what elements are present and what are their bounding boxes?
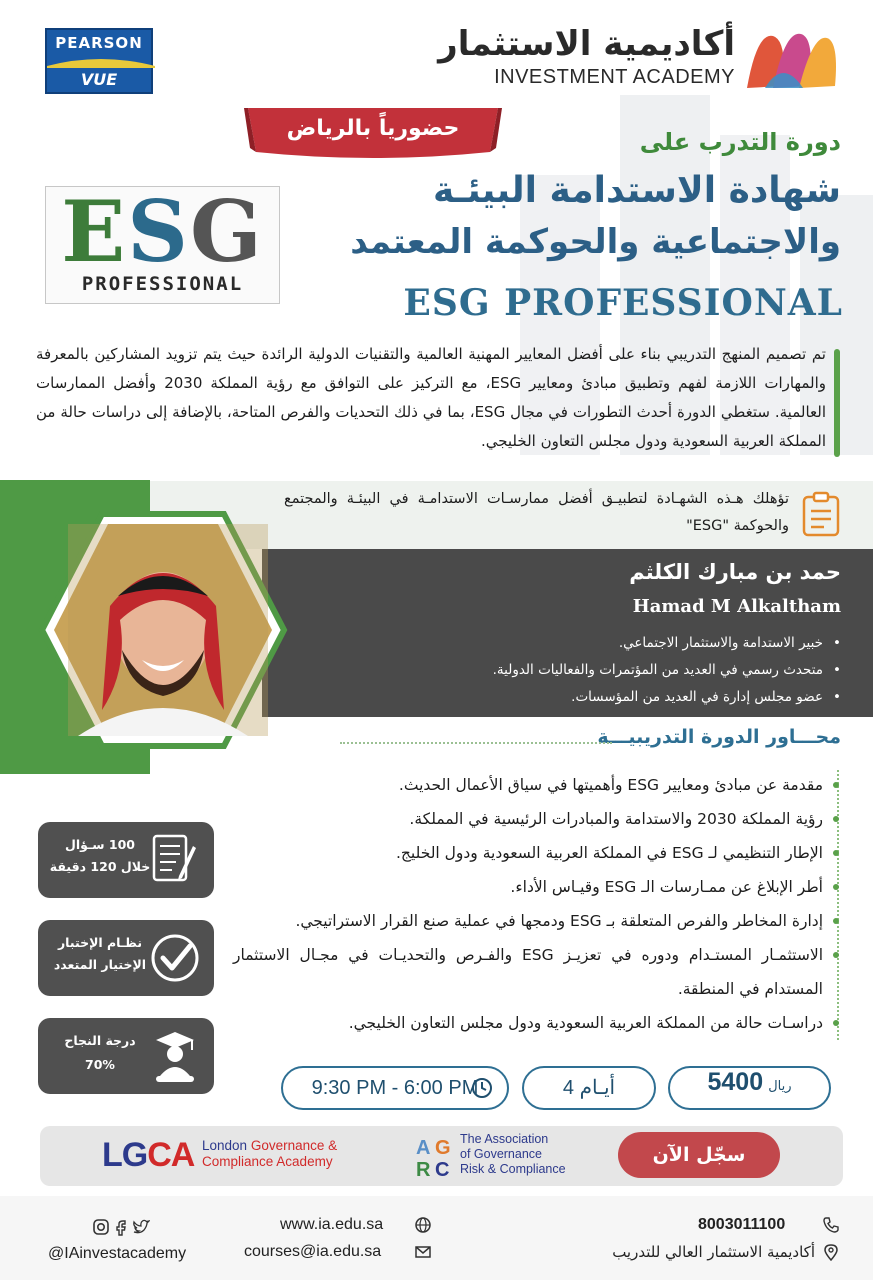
- course-prefix: دورة التدرب على: [639, 128, 841, 156]
- investment-academy-logo-icon: [743, 28, 841, 92]
- partners-bar: [40, 1126, 843, 1186]
- agrc-line: Risk & Compliance: [460, 1162, 566, 1176]
- phone-icon: [822, 1216, 840, 1234]
- trainer-name-ar: حمد بن مبارك الكلثم: [629, 560, 841, 584]
- module-item: مقدمة عن مبادئ ومعايير ESG وأهميتها في سياق الأعمال الحديث.: [233, 768, 823, 802]
- lgca-line1b: Governance &: [250, 1138, 338, 1153]
- module-item: دراسـات حالة من المملكة العربية السعودية ودول مجلس التعاون الخليجي.: [233, 1006, 823, 1040]
- trainer-point: • عضو مجلس إدارة في العديد من المؤسسات.: [493, 684, 841, 711]
- trainer-name-en: Hamad M Alkaltham: [632, 596, 841, 617]
- email-link[interactable]: courses@ia.edu.sa: [244, 1243, 382, 1260]
- esg-letter-g: G: [189, 182, 264, 281]
- lgca-line1a: London: [202, 1138, 251, 1153]
- course-title-line2: والاجتماعية والحوكمة المعتمد: [350, 222, 841, 262]
- website-link[interactable]: www.ia.edu.sa: [280, 1216, 384, 1233]
- pass-grade-value: 70%: [85, 1057, 115, 1072]
- course-title-line1: شهادة الاستدامة البيئـة: [432, 170, 841, 211]
- modules-divider: [340, 742, 612, 744]
- price-value: 5400: [707, 1068, 764, 1096]
- pearson-vue-logo: [45, 28, 153, 94]
- lgca-line2b: Academy: [276, 1154, 333, 1169]
- svg-text:R: R: [416, 1159, 431, 1178]
- trainer-points: [493, 630, 841, 711]
- agrc-line: of Governance: [460, 1147, 542, 1161]
- esg-badge: [45, 182, 280, 304]
- phone-number[interactable]: 8003011100: [698, 1216, 786, 1233]
- modules-title: محـــاور الدورة التدريبيـــة: [597, 726, 841, 748]
- vue-label: VUE: [80, 70, 118, 89]
- questions-count: 100 سـؤال: [65, 837, 135, 852]
- esg-letter-e: E: [61, 182, 128, 281]
- location-label: حضورياً بالرياض: [286, 116, 460, 141]
- twitter-icon[interactable]: [132, 1218, 150, 1236]
- location-pin-icon: [822, 1243, 840, 1261]
- course-title-en: ESG PROFESSIONAL: [403, 282, 843, 324]
- agrc-text: [460, 1132, 566, 1177]
- pass-grade-label: درجة النجاح: [64, 1033, 136, 1048]
- esg-letters: [50, 182, 275, 281]
- pearson-label: PEARSON: [55, 34, 143, 52]
- module-item: إدارة المخاطر والفرص المتعلقة بـ ESG ودمجها في عملية صنع القرار الاستراتيجي.: [233, 904, 823, 938]
- module-item: الاستثمـار المستـدام ودوره في تعزيـز ESG والفـرص والتحديـات في مجـال الاستثمار المستدام في المنطقة.: [233, 938, 823, 1006]
- modules-list: [233, 768, 823, 1040]
- svg-text:A: A: [416, 1137, 431, 1159]
- address-text: أكاديمية الاستثمار العالي للتدريب: [612, 1243, 815, 1261]
- check-circle-icon: [148, 930, 202, 986]
- exam-type-label: الإختيار المتعدد: [53, 957, 147, 972]
- questions-duration: خلال 120 دقيقة: [49, 859, 151, 874]
- graduate-icon: [148, 1028, 202, 1084]
- instagram-icon[interactable]: [92, 1218, 110, 1236]
- duration-pill: [522, 1066, 656, 1110]
- agrc-logo-icon: [415, 1134, 457, 1178]
- modules-timeline: [837, 770, 839, 1040]
- trainer-point: • متحدث رسمي في العديد من المؤتمرات والفعاليات الدولية.: [493, 657, 841, 684]
- social-handle[interactable]: @IAinvestacademy: [48, 1245, 187, 1262]
- qualify-text: تؤهلك هـذه الشهـادة لتطبيـق أفضل ممارسـات الاستدامـة في البيئـة والمجتمع والحوكمة "ESG": [284, 491, 789, 534]
- exam-system-label: نظـام الإختبار: [57, 935, 143, 950]
- lgca-letters-a: LG: [102, 1136, 148, 1174]
- trainer-photo: [38, 510, 288, 750]
- lgca-letters-b: CA: [147, 1136, 195, 1174]
- register-button[interactable]: سجّل الآن: [618, 1132, 780, 1178]
- duration-value: 4 أيـام: [562, 1077, 616, 1099]
- swoosh-icon: [47, 56, 155, 68]
- description-accent-bar: [834, 349, 840, 457]
- module-item: أطر الإبلاغ عن ممـارسات الـ ESG وقيـاس الأداء.: [233, 870, 823, 904]
- price-currency: ريال: [768, 1079, 792, 1094]
- lgca-line2a: Compliance: [202, 1154, 277, 1169]
- mail-icon: [414, 1243, 432, 1261]
- pass-grade-card: [38, 1018, 214, 1094]
- lgca-logo: [102, 1136, 194, 1175]
- globe-icon: [414, 1216, 432, 1234]
- svg-text:G: G: [435, 1137, 451, 1159]
- footer: [0, 1196, 873, 1280]
- time-pill: [281, 1066, 509, 1110]
- esg-letter-s: S: [127, 182, 190, 281]
- module-item: الإطار التنظيمي لـ ESG في المملكة العربية السعودية ودول الخليج.: [233, 836, 823, 870]
- exam-type-card: [38, 920, 214, 996]
- price-pill: [668, 1066, 831, 1110]
- exam-sheet-icon: [148, 832, 202, 888]
- clipboard-icon: [800, 491, 844, 537]
- esg-badge-subtitle: PROFESSIONAL: [81, 273, 244, 295]
- academy-name-en: INVESTMENT ACADEMY: [494, 66, 735, 88]
- time-value: 9:30 PM - 6:00 PM: [311, 1077, 479, 1099]
- academy-name-ar: أكاديمية الاستثمار: [438, 24, 735, 64]
- facebook-icon[interactable]: [112, 1218, 130, 1236]
- agrc-line: The Association: [460, 1132, 549, 1146]
- trainer-point: • خبير الاستدامة والاستثمار الاجتماعي.: [493, 630, 841, 657]
- clock-icon: [471, 1077, 493, 1099]
- svg-text:C: C: [435, 1159, 450, 1178]
- lgca-text: [202, 1138, 337, 1170]
- questions-card: [38, 822, 214, 898]
- module-item: رؤية المملكة 2030 والاستدامة والمبادرات الرئيسية في المملكة.: [233, 802, 823, 836]
- course-description: تم تصميم المنهج التدريبي بناء على أفضل المعايير المهنية العالمية والتقنيات الدولية الرائدة حيث يتم تزويد المشاركين بالمعرفة والمهارات اللازمة لفهم وتطبيق مبادئ ومعايير ESG، مع التركيز على التوافق مع رؤية المملكة 2030 وأفضل الممارسات العالمية. ستغطي الدورة أحدث التطورات في مجال ESG، بما في ذلك التحديات والفرص المتاحة، بالإضافة إلى دراسات حالة من المملكة العربية السعودية ودول مجلس التعاون الخليجي.: [36, 345, 826, 450]
